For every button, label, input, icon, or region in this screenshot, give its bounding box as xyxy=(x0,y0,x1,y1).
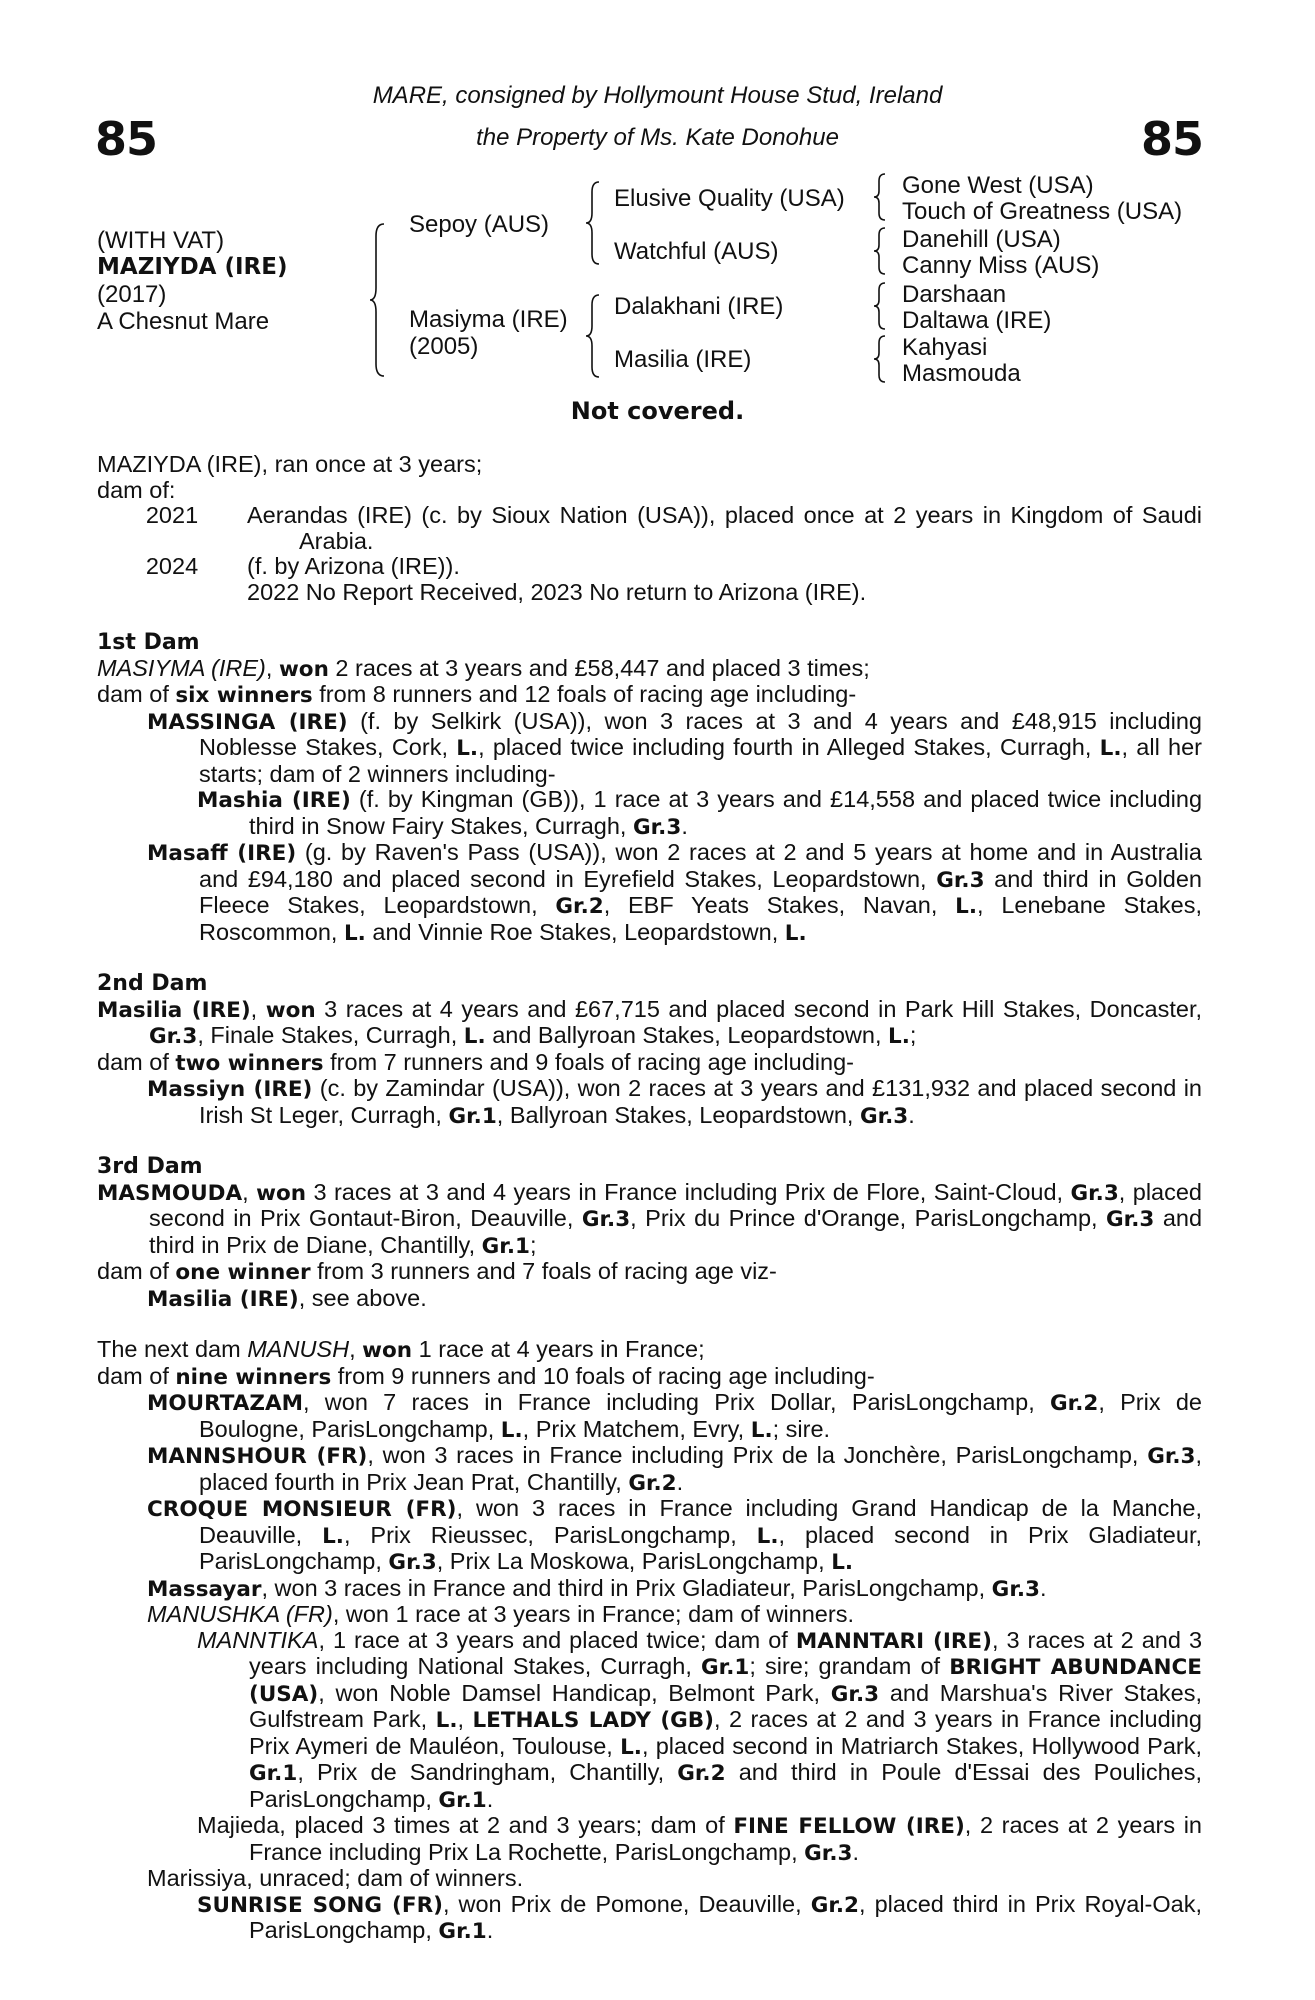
horse-name: Mashia (IRE) xyxy=(197,788,351,813)
offspring-massinga: MASSINGA (IRE) (f. by Selkirk (USA)), won 3 races at 3 and 4 years and £48,915 including Noblesse Stakes, Cork, L., placed twice including fourth in Alleged Stakes, Curragh, L., all her starts; dam of 2 winners including- xyxy=(147,707,1203,787)
produce-note-row xyxy=(97,580,1202,606)
pedigree-brace-dam xyxy=(584,293,602,379)
next-dam-record: The next dam MANUSH, won 1 race at 4 years in France; xyxy=(97,1336,705,1363)
pedigree-brace-dd xyxy=(872,334,888,384)
pedigree-brace-sire xyxy=(584,180,602,266)
second-dam-name: Masilia (IRE) xyxy=(97,997,251,1023)
pedigree-sire: Sepoy (AUS) xyxy=(409,211,550,238)
produce-text: (f. by Arizona (IRE)). xyxy=(247,553,460,579)
offspring-manntika: MANNTIKA, 1 race at 3 years and placed twice; dam of MANNTARI (IRE), 3 races at 2 and 3 years including National Stakes, Curragh, Gr.1; sire; grandam of BRIGHT ABUNDANCE (USA), won Noble Damsel Handicap, Belmont Park, Gr.3 and Marshua's River Stakes, Gulfstream Park, L., LETHALS LADY (GB), 2 races at 2 and 3 years in France including Prix Aymeri de Mauléon, Toulouse, L., placed second in Matriarch Stakes, Hollywood Park, Gr.1, Prix de Sandringham, Chantilly, Gr.2 and third in Poule d'Essai des Pouliches, ParisLongchamp, Gr.1. xyxy=(197,1626,1203,1813)
produce-row xyxy=(97,554,1202,580)
horse-name: Massayar xyxy=(147,1576,262,1602)
pedigree-dsd: Daltawa (IRE) xyxy=(902,307,1052,334)
offspring-croque-monsieur: CROQUE MONSIEUR (FR), won 3 races in France including Grand Handicap de la Manche, Deauville, L., Prix Rieussec, ParisLongchamp, L., placed second in Prix Gladiateur, ParisLongchamp, Gr.3, Prix La Moskowa, ParisLongchamp, L. xyxy=(147,1495,1203,1575)
horse-name: Massiyn (IRE) xyxy=(147,1077,313,1102)
second-dam-record: Masilia (IRE), won 3 races at 4 years and £67,715 and placed second in Park Hill Stakes, Doncaster, Gr.3, Finale Stakes, Curragh, L. and Ballyroan Stakes, Leopardstown, L.; xyxy=(97,995,1203,1049)
horse-name: Masaff (IRE) xyxy=(147,841,297,866)
horse-name: SUNRISE SONG (FR) xyxy=(197,1892,443,1918)
produce-text: Aerandas (IRE) (c. by Sioux Nation (USA)), placed once at 2 years in Kingdom of Saudi Arabia. xyxy=(247,502,1202,554)
first-dam-record: MASIYMA (IRE), won 2 races at 3 years and £58,447 and placed 3 times; xyxy=(97,654,870,682)
pedigree-brace-ds xyxy=(872,281,888,331)
pedigree-dss: Darshaan xyxy=(902,281,1007,308)
horse-name: MANNTIKA xyxy=(197,1626,319,1653)
runner-count: from 8 runners and 12 foals of racing age including- xyxy=(319,681,857,707)
horse-name: CROQUE MONSIEUR (FR) xyxy=(147,1497,457,1522)
pedigree-dam: Masiyma (IRE) xyxy=(409,306,568,333)
first-dam-produce-summary xyxy=(97,682,1202,709)
offspring-marissiya: Marissiya, unraced; dam of winners. xyxy=(147,1865,524,1891)
offspring-masaff: Masaff (IRE) (g. by Raven's Pass (USA)), won 2 races at 2 and 5 years at home and in Australia and £94,180 and placed second in Eyrefield Stakes, Leopardstown, Gr.3 and third in Golden Fleece Stakes, Leopardstown, Gr.2, EBF Yeats Stakes, Navan, L., Lenebane Stakes, Roscommon, L. and Vinnie Roe Stakes, Leopardstown, L. xyxy=(147,839,1203,946)
horse-year: (2017) xyxy=(97,281,167,308)
horse-name: Masilia (IRE) xyxy=(147,1286,299,1312)
pedigree-dam-sire: Dalakhani (IRE) xyxy=(614,293,784,320)
offspring-manushka: MANUSHKA (FR), won 1 race at 3 years in France; dam of winners. xyxy=(147,1601,854,1627)
record-text: 2 races at 3 years and £58,447 and placed 3 times; xyxy=(335,654,870,681)
produce-dam-of: dam of: xyxy=(97,476,176,503)
property-line: the Property of Ms. Kate Donohue xyxy=(476,124,839,151)
pedigree-ssd: Touch of Greatness (USA) xyxy=(902,198,1183,225)
third-dam-name: MASMOUDA xyxy=(97,1180,243,1206)
next-dam-name: MANUSH xyxy=(247,1336,350,1362)
offspring-majieda: Majieda, placed 3 times at 2 and 3 years; dam of FINE FELLOW (IRE), 2 races at 2 years in France including Prix La Rochette, ParisLongchamp, Gr.3. xyxy=(197,1812,1203,1866)
produce-year: 2021 xyxy=(145,502,199,528)
pedigree-sdd: Canny Miss (AUS) xyxy=(902,252,1100,279)
third-dam-produce-summary: dam of one winner from 3 runners and 7 foals of racing age viz- xyxy=(97,1258,777,1285)
catalogue-body xyxy=(97,452,1202,1945)
won-label: won xyxy=(278,656,329,682)
pedigree-brace-main xyxy=(368,222,388,378)
pedigree-brace-sd xyxy=(872,226,888,276)
pedigree-ddd: Masmouda xyxy=(902,360,1021,387)
lot-number-left: 85 xyxy=(95,112,158,166)
third-dam-record: MASMOUDA, won 3 races at 3 and 4 years in France including Prix de Flore, Saint-Cloud, Gr.3, placed second in Prix Gontaut-Biron, Deauville, Gr.3, Prix du Prince d'Orange, ParisLongchamp, Gr.3 and third in Prix de Diane, Chantilly, Gr.1; xyxy=(97,1178,1203,1259)
offspring-mourtazam: MOURTAZAM, won 7 races in France including Prix Dollar, ParisLongchamp, Gr.2, Prix de Boulogne, ParisLongchamp, L., Prix Matchem, Evry, L.; sire. xyxy=(147,1389,1203,1443)
horse-name: MOURTAZAM xyxy=(147,1391,303,1416)
offspring-massayar: Massayar, won 3 races in France and third in Prix Gladiateur, ParisLongchamp, Gr.3. xyxy=(147,1574,1047,1602)
pedigree-dam-year: (2005) xyxy=(409,333,479,360)
horse-description: A Chesnut Mare xyxy=(97,308,270,335)
pedigree-sire-dam: Watchful (AUS) xyxy=(614,238,779,265)
horse-name: MASSINGA (IRE) xyxy=(147,709,348,735)
second-dam-heading: 2nd Dam xyxy=(97,971,208,996)
winner-count: six winners xyxy=(175,683,313,708)
first-dam-heading: 1st Dam xyxy=(97,630,200,655)
horse-name: MANUSHKA (FR) xyxy=(147,1601,333,1627)
vat-label: (WITH VAT) xyxy=(97,227,225,254)
second-dam-produce-summary: dam of two winners from 7 runners and 9 foals of racing age including- xyxy=(97,1048,854,1076)
consignor-line: MARE, consigned by Hollymount House Stud, Ireland xyxy=(372,82,943,109)
produce-intro: MAZIYDA (IRE), ran once at 3 years; xyxy=(97,451,483,477)
offspring-mannshour: MANNSHOUR (FR), won 3 races in France including Prix de la Jonchère, ParisLongchamp, Gr.3, placed fourth in Prix Jean Prat, Chantilly, Gr.2. xyxy=(147,1442,1203,1496)
pedigree-sire-sire: Elusive Quality (USA) xyxy=(614,185,845,212)
offspring-massiyn: Massiyn (IRE) (c. by Zamindar (USA)), won 2 races at 3 years and £131,932 and placed second in Irish St Leger, Curragh, Gr.1, Ballyroan Stakes, Leopardstown, Gr.3. xyxy=(147,1075,1202,1129)
third-dam-heading: 3rd Dam xyxy=(97,1154,203,1179)
produce-year: 2024 xyxy=(145,553,199,579)
offspring-sunrise-song: SUNRISE SONG (FR), won Prix de Pomone, Deauville, Gr.2, placed third in Prix Royal-Oak, ParisLongchamp, Gr.1. xyxy=(197,1890,1202,1944)
produce-row xyxy=(97,503,1202,554)
offspring-masilia: Masilia (IRE), see above. xyxy=(147,1284,427,1312)
offspring-mashia: Mashia (IRE) (f. by Kingman (GB)), 1 race at 3 years and £14,558 and placed twice including third in Snow Fairy Stakes, Curragh, Gr.3. xyxy=(197,786,1203,840)
pedigree-dam-dam: Masilia (IRE) xyxy=(614,346,752,373)
covering-status: Not covered. xyxy=(570,397,745,425)
first-dam-name: MASIYMA (IRE) xyxy=(97,654,266,681)
pedigree-dds: Kahyasi xyxy=(902,334,988,361)
horse-name: MAZIYDA (IRE) xyxy=(97,254,288,280)
pedigree-brace-ss xyxy=(872,172,888,222)
next-dam-produce-summary: dam of nine winners from 9 runners and 10 foals of racing age including- xyxy=(97,1362,875,1390)
lot-number-right: 85 xyxy=(1140,112,1203,166)
dam-of-label: dam of xyxy=(97,681,169,707)
pedigree-sds: Danehill (USA) xyxy=(902,226,1061,253)
pedigree-sss: Gone West (USA) xyxy=(902,172,1094,199)
horse-name: MANNSHOUR (FR) xyxy=(147,1444,368,1469)
produce-note: 2022 No Report Received, 2023 No return to Arizona (IRE). xyxy=(247,578,867,605)
